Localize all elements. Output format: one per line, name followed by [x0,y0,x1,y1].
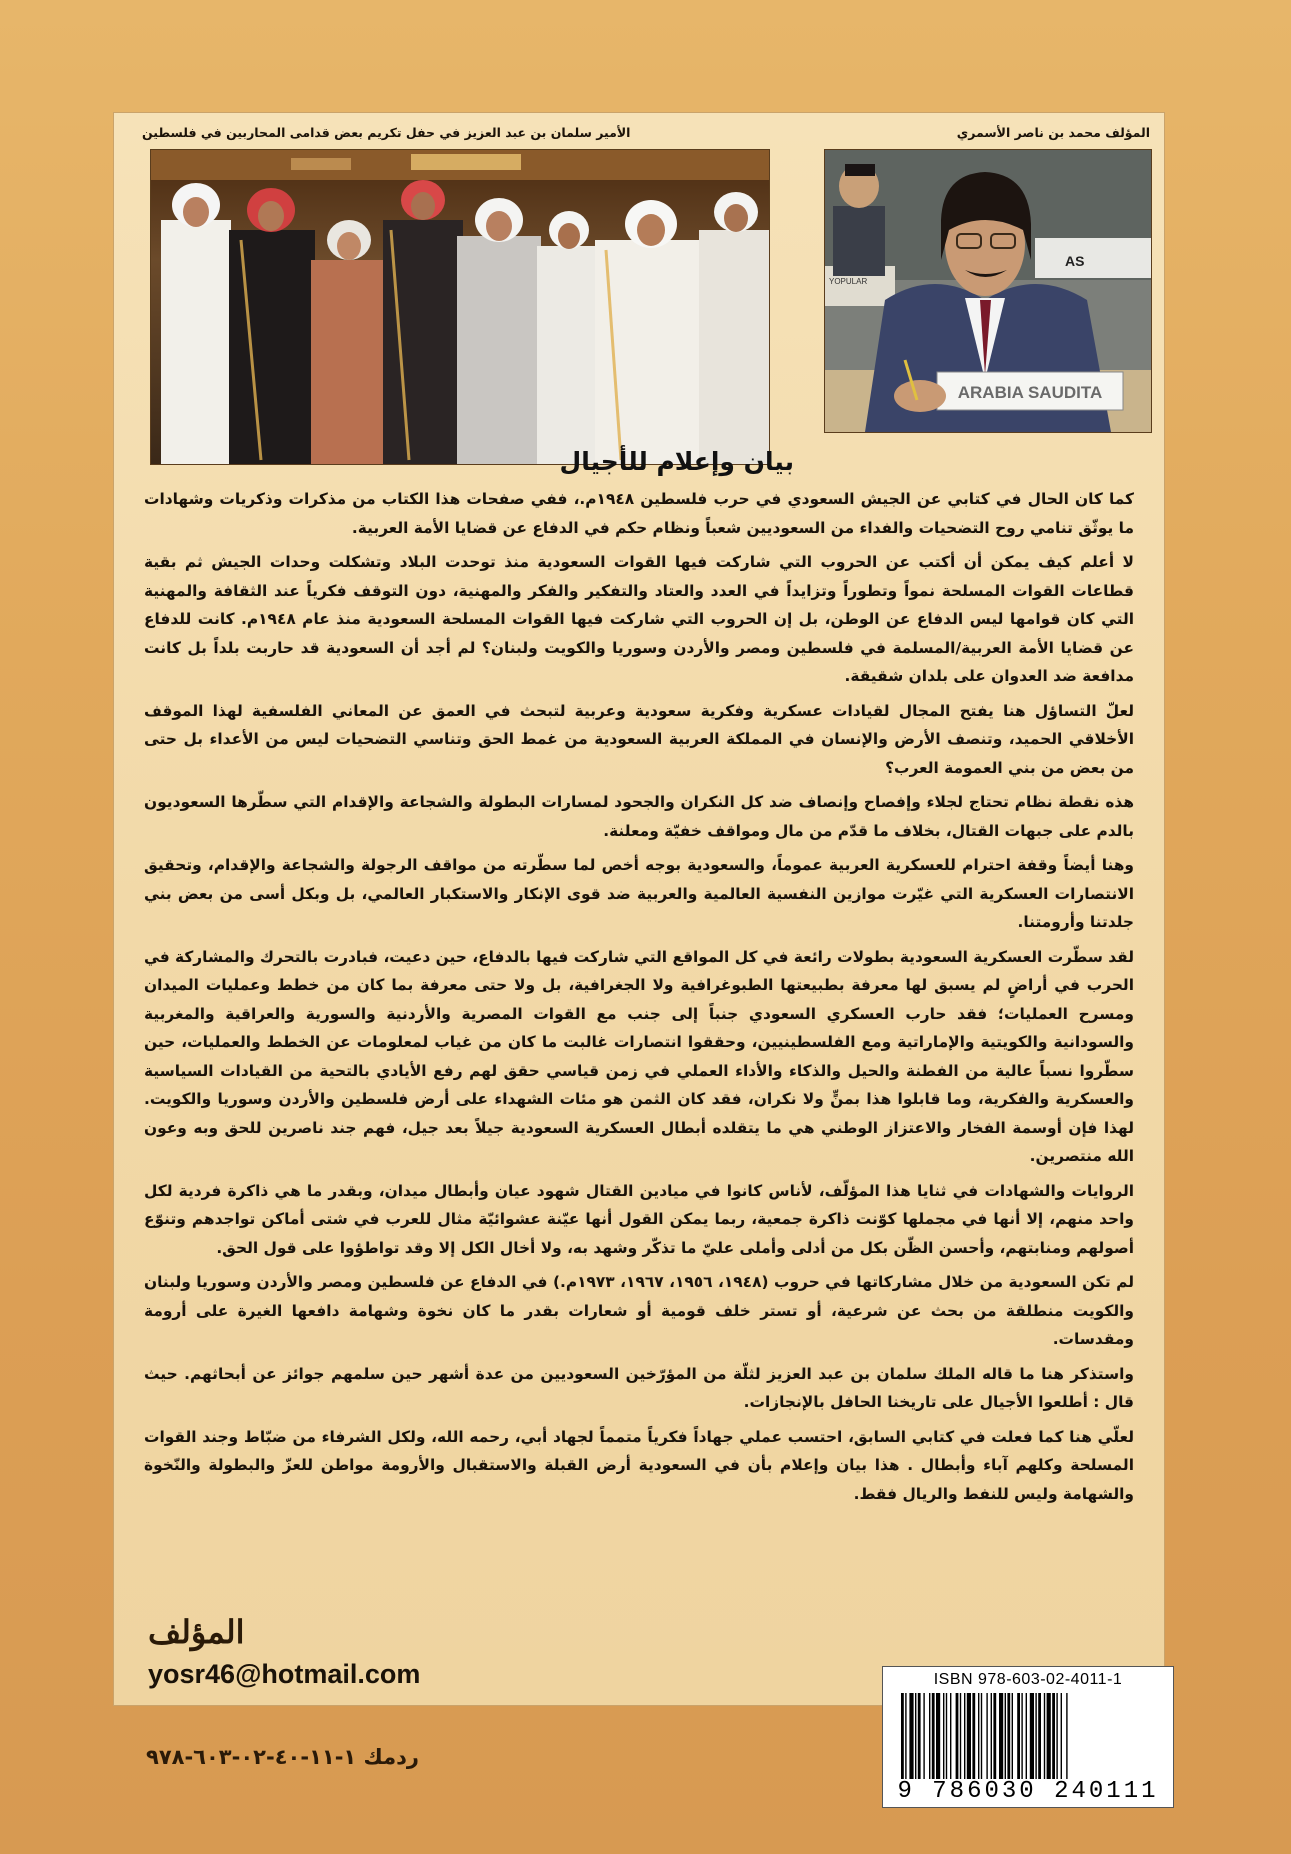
barcode-bar [967,1693,971,1779]
barcode-bar [923,1693,924,1779]
barcode-bar [929,1693,930,1779]
isbn-barcode-box [882,1666,1174,1808]
barcode-bar [909,1693,913,1779]
paragraph: لعلّ التساؤل هنا يفتح المجال لقيادات عسكرية وفكرية سعودية وعربية لتبحث في العمق عن المعاني الفلسفية لهذا الموقف الأخلاقي الحميد، وتنصف الأرض والإنسان في المملكة العربية السعودية من غمط الحق وتناسي التضحيات ليس من الأعداء بل حتى من بعض من بني العمومة العرب؟ [144,701,1134,777]
barcode-bar [964,1693,965,1779]
author-signature: المؤلف [148,1613,245,1651]
barcode-bar [1044,1693,1045,1779]
paragraph: واستذكر هنا ما قاله الملك سلمان بن عبد العزيز لثلّة من المؤرّخين السعوديين من عدة أشهر حين سلمهم جوائز عن أبحاثهم. حيث قال : أطلعوا الأجيال على تاريخنا الحافل بالإنجازات. [144,1364,1134,1411]
barcode-bar [905,1693,906,1779]
barcode-bar [1061,1693,1062,1779]
author-photo-caption: المؤلف محمد بن ناصر الأسمري [956,125,1150,140]
ceremony-photo-caption: الأمير سلمان بن عبد العزيز في حفل تكريم بعض قدامى المحاربين في فلسطين [142,125,631,140]
barcode-bar [1056,1693,1057,1779]
paragraph: هذه نقطة نظام تحتاج لجلاء وإفصاح وإنصاف ضد كل النكران والجحود لمسارات البطولة والشجاعة والإقدام التي سطّرها السعوديون بالدم على جبهات القتال، بخلاف ما قدّم من مال ومواقف خفيّة ومعلنة. [144,793,1134,840]
paragraph: كما كان الحال في كتابي عن الجيش السعودي في حرب فلسطين ١٩٤٨م.، ففي صفحات هذا الكتاب من مذكرات وذكريات وشهادات ما يوثّق تنامي روح التضحيات والفداء من السعوديين شعباً ونظام حكم في الدفاع عن قضايا الأمة العربية. [144,490,1134,537]
barcode-bar [915,1693,916,1779]
ceremony-photo [150,149,770,465]
small-sign-text: YOPULAR [829,277,868,286]
barcode-bar [936,1693,940,1779]
isbn-digits: 9 786030 240111 [897,1778,1159,1805]
paragraph: لعلّي هنا كما فعلت في كتابي السابق، احتسب عملي جهاداً فكرياً متمماً لجهاد أبي، رحمه الله، ولكل الشرفاء من ضبّاط وجند القوات المسلحة وكلهم آباء وأبطال . هذا بيان وإعلام بأن في السعودية أرض القبلة والاستقبال والأرومة مواطن للعزّ والبطولة والنّخوة والشهامة وليس للنفط والريال فقط. [144,1427,1134,1503]
barcode-bar [972,1693,975,1779]
barcode-bar [960,1693,961,1779]
barcode-bar [1038,1693,1041,1779]
barcode-bar [1012,1693,1013,1779]
barcode-bar [1007,1693,1010,1779]
paragraph: وهنا أيضاً وقفة احترام للعسكرية العربية عموماً، والسعودية بوجه أخص لما سطّرته من مواقف الرجولة والشجاعة والإقدام، وتحقيق الانتصارات العسكرية التي غيّرت موازين النفسية العالمية والعربية ضد قوى الإنكار والاستكبار العالمي، بل وبكل أسى من بعض بني جلدتنا وأرومتنا. [144,856,1134,931]
barcode-icon [901,1693,1155,1779]
barcode-bar [943,1693,944,1779]
back-sign-text: AS [1065,253,1085,269]
barcode-bar [932,1693,935,1779]
barcode-bar [1066,1693,1067,1779]
paragraph: لقد سطّرت العسكرية السعودية بطولات رائعة في كل المواقع التي شاركت فيها بالدفاع، حين دعيت، فبادرت بالتحرك والمشاركة في الحرب في أراضٍ لم يسبق لها معرفة بطبيعتها الطبوغرافية ولا الجغرافية، بل ولا حتى معرفة بما كان من خطط وعمليات الميدان ومسرح العمليات؛ فقد حارب العسكري السعودي جنباً إلى جنب مع القوات المصرية والأردنية والسورية والعراقية والمغربية والسودانية والكويتية والإماراتية ومع الفلسطينيين، وحققوا انتصارات غالبت ما كان من غياب لمعلومات عن الخطط والعمليات، حين سطّروا نسباً عالية من الفطنة والحيل والذكاء والأداء العملي في زمن قياسي حقق لهم رفع الأيادي بالتحية من القيادات السياسية والعسكرية والفكرية، وما قابلوا هذا بمنٍّ ولا نكران، فقد كان الثمن هو مئات الشهداء على أرض فلسطين والأردن وسوريا والكويت. لهذا فإن أوسمة الفخار والاعتزاز الوطني هي ما يتقلده أبطال العسكرية السعودية جيلاً بعد جيل، فهم جند ناصرين للحق وبه وعون الله منتصرين. [144,947,1134,1165]
barcode-bar [1052,1693,1055,1779]
back-cover-panel [113,112,1165,1706]
barcode-bar [946,1693,947,1779]
isbn-label: ISBN 978-603-02-4011-1 [933,1671,1123,1688]
barcode-bar [918,1693,921,1779]
barcode-bar [986,1693,987,1779]
barcode-bar [999,1693,1003,1779]
barcode-bar [950,1693,951,1779]
barcode-bar [1017,1693,1020,1779]
body-text [144,485,1134,1514]
placard-text: ARABIA SAUDITA [957,383,1103,402]
barcode-bar [1047,1693,1051,1779]
author-photo [824,149,1152,433]
barcode-bar [993,1693,996,1779]
barcode-bar [978,1693,979,1779]
barcode-bar [1005,1693,1006,1779]
barcode-bar [981,1693,982,1779]
barcode-bar [991,1693,992,1779]
section-heading: بيان وإعلام للأجيال [559,447,794,476]
paragraph: لم تكن السعودية من خلال مشاركاتها في حروب (١٩٤٨، ١٩٥٦، ١٩٦٧، ١٩٧٣م.) في الدفاع عن فلسطين ومصر والأردن وسوريا ولبنان والكويت منطلقة من بحث عن شرعية، أو تستر خلف قومية أو شعارات بقدر ما كان نخوة وشهامة دافعها الغيرة على أرومة ومقدسات. [144,1273,1134,1348]
author-photo-illustration [825,150,1151,432]
barcode-bar [1035,1693,1036,1779]
barcode-bar [1026,1693,1027,1779]
barcode-bar [1021,1693,1022,1779]
barcode-bar [956,1693,959,1779]
barcode-bar [901,1693,904,1779]
paragraph: الروايات والشهادات في ثنايا هذا المؤلّف، لأناس كانوا في ميادين القتال شهود عيان وأبطال ميدان، وبقدر ما هي ذاكرة فردية لكل واحد منهم، إلا أنها في مجملها كوّنت ذاكرة جمعية، ربما يمكن القول أنها عيّنة عشوائيّة مثال للعرب في شتى أماكن تواجدهم وتنوّع أصولهم ومنابتهم، وأحسن الظّن بكل من أدلى وأملى عليّ ما تذكّر وشهد به، ولا أخال الكل إلا وقد تواطؤوا على قول الحق. [144,1181,1134,1257]
ceremony-photo-illustration [151,150,769,464]
author-email[interactable]: yosr46@hotmail.com [148,1659,421,1689]
arabic-isbn: ردمك ١-١١-٤٠-٠٢-٦٠٣-٩٧٨ [146,1745,419,1769]
barcode-bar [1030,1693,1034,1779]
paragraph: لا أعلم كيف يمكن أن أكتب عن الحروب التي شاركت فيها القوات السعودية منذ توحدت البلاد وتشكلت وحدات الجيش ثم بقية قطاعات القوات المسلحة نمواً وتطوراً وتزايداً في العدد والعتاد والتفكير والفكر والمهنية، دون التوقف فكرياً عند الثقافة والمهنية التي كان قوامها ليس الدفاع عن الوطن، بل إن الحروب التي شاركت فيها القوات المسلحة السعودية منذ عام ١٩٤٨م. كانت للدفاع عن قضايا الأمة العربية/المسلمة في فلسطين ومصر والأردن وسوريا والكويت ولبنان؟ لم أجد أن السعودية قد حاربت بلداً بل كانت مدافعة ضد العدوان على بلدان شقيقة. [144,553,1134,685]
